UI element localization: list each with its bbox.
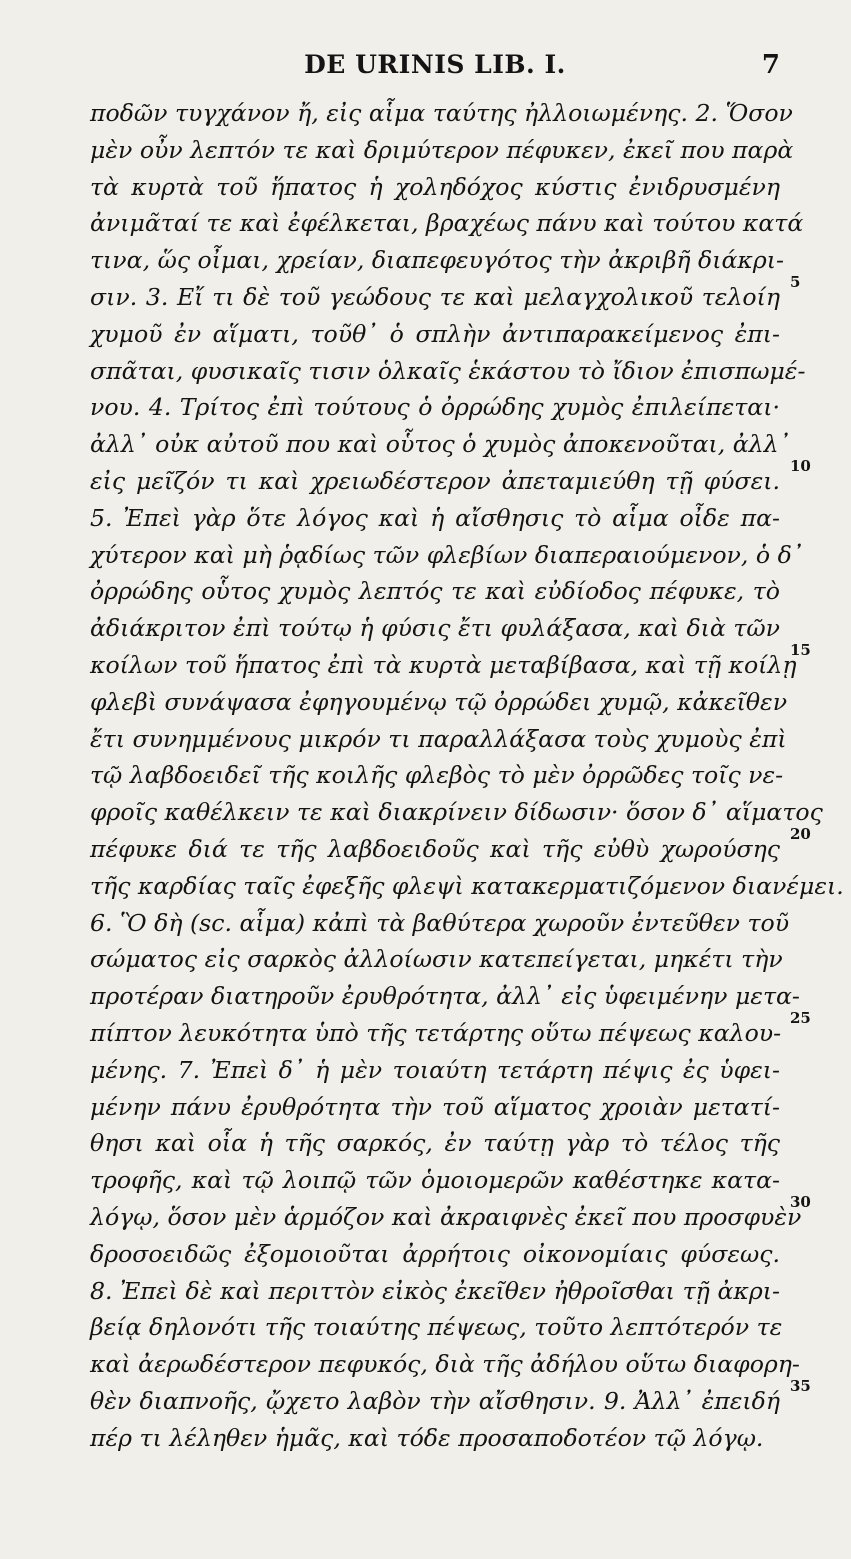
text-line: ὀρρώδης οὗτος χυμὸς λεπτός τε καὶ εὐδίοδος πέφυκε, τὸ bbox=[90, 577, 780, 606]
line-number-5: 5 bbox=[790, 273, 801, 291]
text-line: χυμοῦ ἐν αἵματι, τοῦθ᾽ ὁ σπλὴν ἀντιπαρακείμενος ἐπι- bbox=[90, 319, 780, 348]
text-line: ἀδιάκριτον ἐπὶ τούτῳ ἡ φύσις ἔτι φυλάξασα, καὶ διὰ τῶν bbox=[90, 614, 780, 643]
text-line: ἀλλ᾽ οὐκ αὐτοῦ που καὶ οὗτος ὁ χυμὸς ἀποκενοῦται, ἀλλ᾽ bbox=[90, 430, 791, 459]
text-line: 8. Ἐπεὶ δὲ καὶ περιττὸν εἰκὸς ἐκεῖθεν ἠθροῖσθαι τῇ ἀκρι- bbox=[90, 1276, 780, 1305]
text-line: καὶ ἀερωδέστερον πεφυκός, διὰ τῆς ἀδήλου οὕτω διαφορη- bbox=[90, 1350, 800, 1379]
text-line: θησι καὶ οἷα ἡ τῆς σαρκός, ἐν ταύτῃ γὰρ τὸ τέλος τῆς bbox=[90, 1129, 780, 1158]
line-number-30: 30 bbox=[790, 1193, 811, 1211]
text-line: εἰς μεῖζόν τι καὶ χρειωδέστερον ἀπεταμιεύθη τῇ φύσει. bbox=[90, 466, 780, 495]
text-line: λόγῳ, ὅσον μὲν ἁρμόζον καὶ ἀκραιφνὲς ἐκεῖ που προσφυὲν bbox=[90, 1202, 802, 1231]
text-line: σώματος εἰς σαρκὸς ἀλλοίωσιν κατεπείγεται, μηκέτι τὴν bbox=[90, 945, 783, 974]
text-line: πίπτον λευκότητα ὑπὸ τῆς τετάρτης οὕτω πέψεως καλου- bbox=[90, 1018, 782, 1047]
text-line: ποδῶν τυγχάνον ἤ, εἰς αἷμα ταύτης ἠλλοιωμένης. 2. Ὅσον bbox=[90, 99, 793, 127]
text-line: σιν. 3. Εἴ τι δὲ τοῦ γεώδους τε καὶ μελαγχολικοῦ τελοίη bbox=[90, 282, 780, 311]
text-line: τῆς καρδίας ταῖς ἐφεξῆς φλεψὶ κατακερματιζόμενον διανέμει. bbox=[90, 871, 844, 900]
text-line: 5. Ἐπεὶ γὰρ ὅτε λόγος καὶ ἡ αἴσθησις τὸ αἷμα οἶδε πα- bbox=[90, 503, 780, 532]
text-line: μένης. 7. Ἐπεὶ δ᾽ ἡ μὲν τοιαύτη τετάρτη πέψις ἐς ὑφει- bbox=[90, 1055, 780, 1084]
text-line: φλεβὶ συνάψασα ἐφηγουμένῳ τῷ ὀρρώδει χυμῷ, κἀκεῖθεν bbox=[90, 687, 788, 716]
text-line: 6. Ὃ δὴ (sc. αἷμα) κἀπὶ τὰ βαθύτερα χωροῦν ἐντεῦθεν τοῦ bbox=[90, 908, 790, 937]
text-line: χύτερον καὶ μὴ ῥᾳδίως τῶν φλεβίων διαπεραιούμενον, ὁ δ᾽ bbox=[90, 540, 804, 569]
text-line: τινα, ὥς οἶμαι, χρείαν, διαπεφευγότος τὴν ἀκριβῆ διάκρι- bbox=[90, 246, 784, 275]
text-line: τῷ λαβδοειδεῖ τῆς κοιλῆς φλεβὸς τὸ μὲν ὀρρῶδες τοῖς νε- bbox=[90, 761, 784, 790]
line-number-15: 15 bbox=[790, 641, 811, 659]
page-number: 7 bbox=[761, 50, 780, 80]
running-title: DE URINIS LIB. I. bbox=[304, 50, 566, 79]
running-head bbox=[90, 50, 780, 90]
text-line: θὲν διαπνοῆς, ᾤχετο λαβὸν τὴν αἴσθησιν. 9. Ἀλλ᾽ ἐπειδή bbox=[90, 1386, 780, 1415]
text-line: νου. 4. Τρίτος ἐπὶ τούτους ὁ ὀρρώδης χυμὸς ἐπιλείπεται· bbox=[90, 393, 780, 422]
text-line: κοίλων τοῦ ἥπατος ἐπὶ τὰ κυρτὰ μεταβίβασα, καὶ τῇ κοίλῃ bbox=[90, 650, 797, 679]
text-line: προτέραν διατηροῦν ἐρυθρότητα, ἀλλ᾽ εἰς ὑφειμένην μετα- bbox=[90, 982, 800, 1011]
text-line: ἔτι συνημμένους μικρόν τι παραλλάξασα τοὺς χυμοὺς ἐπὶ bbox=[90, 724, 787, 753]
text-line: δροσοειδῶς ἐξομοιοῦται ἀρρήτοις οἰκονομίαις φύσεως. bbox=[90, 1239, 780, 1268]
text-line: τὰ κυρτὰ τοῦ ἥπατος ἡ χοληδόχος κύστις ἐνιδρυσμένη bbox=[90, 172, 780, 201]
text-line: ἀνιμᾶταί τε καὶ ἐφέλκεται, βραχέως πάνυ καὶ τούτου κατά bbox=[90, 209, 804, 238]
text-line: βείᾳ δηλονότι τῆς τοιαύτης πέψεως, τοῦτο λεπτότερόν τε bbox=[90, 1313, 783, 1342]
text-line: σπᾶται, φυσικαῖς τισιν ὁλκαῖς ἑκάστου τὸ ἴδιον ἐπισπωμέ- bbox=[90, 356, 806, 385]
text-line: μένην πάνυ ἐρυθρότητα τὴν τοῦ αἵματος χροιὰν μετατί- bbox=[90, 1092, 780, 1121]
text-line: μὲν οὖν λεπτόν τε καὶ δριμύτερον πέφυκεν, ἐκεῖ που παρὰ bbox=[90, 135, 794, 164]
line-number-10: 10 bbox=[790, 457, 811, 475]
text-line: φροῖς καθέλκειν τε καὶ διακρίνειν δίδωσιν· ὅσον δ᾽ αἵματος bbox=[90, 798, 823, 827]
line-number-25: 25 bbox=[790, 1009, 811, 1027]
line-number-35: 35 bbox=[790, 1377, 811, 1395]
line-number-20: 20 bbox=[790, 825, 811, 843]
text-line: πέφυκε διά τε τῆς λαβδοειδοῦς καὶ τῆς εὐθὺ χωρούσης bbox=[90, 834, 780, 863]
text-line: τροφῆς, καὶ τῷ λοιπῷ τῶν ὁμοιομερῶν καθέστηκε κατα- bbox=[90, 1166, 780, 1195]
text-line: πέρ τι λέληθεν ἡμᾶς, καὶ τόδε προσαποδοτέον τῷ λόγῳ. bbox=[90, 1423, 764, 1452]
